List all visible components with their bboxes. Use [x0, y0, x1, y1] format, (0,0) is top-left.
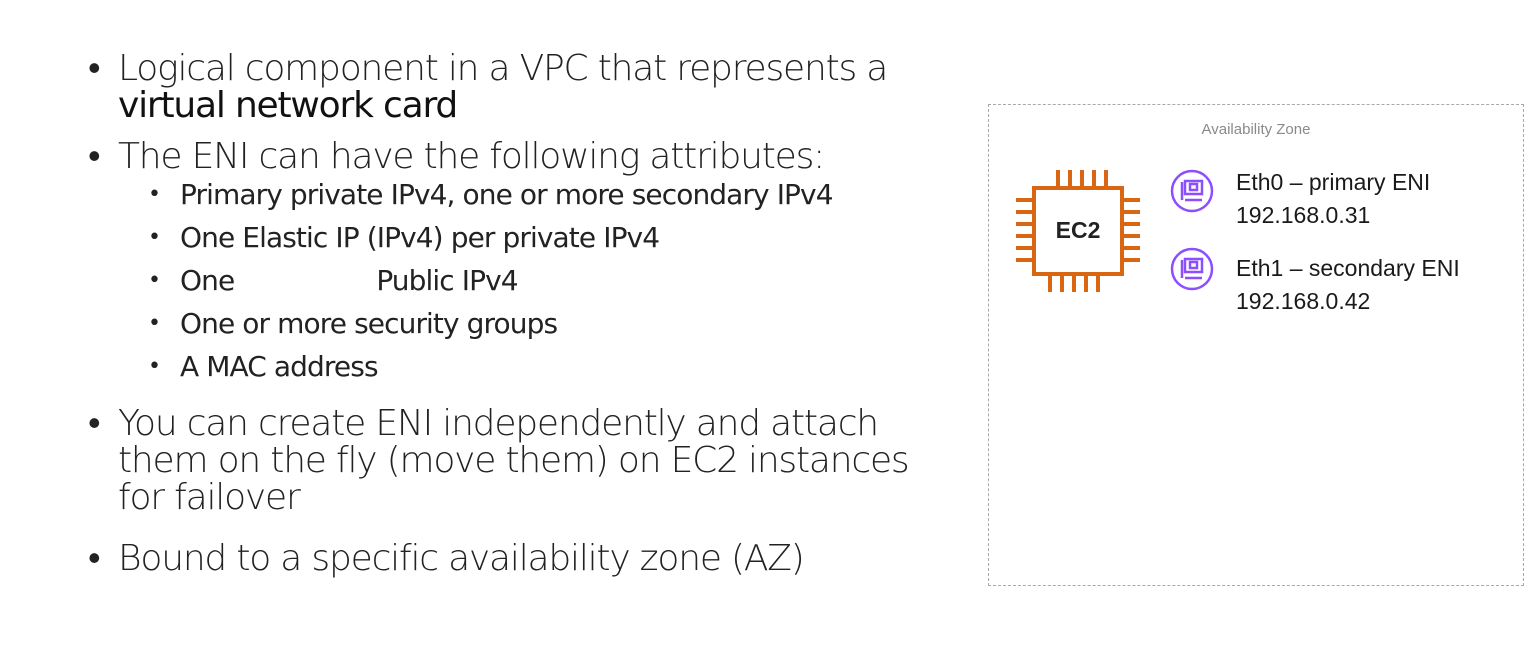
- bullet-text: The ENI can have the following attributes:: [118, 136, 825, 177]
- bullet-bound-az: • Bound to a specific availability zone (AZ): [88, 540, 948, 577]
- eni-eth0-name: Eth0 – primary ENI: [1236, 169, 1431, 195]
- bullet-list: [88, 50, 948, 577]
- sub-bullet-elastic-ip: • One Elastic IP (IPv4) per private IPv4: [148, 222, 948, 254]
- eni-eth0-ip: 192.168.0.31: [1236, 202, 1371, 228]
- sub-bullet-security-groups: • One or more security groups: [148, 308, 948, 340]
- ec2-label: EC2: [1055, 217, 1101, 243]
- bullet-eni-definition: [88, 50, 948, 124]
- bullet-eni-attributes: [88, 138, 948, 175]
- eni-eth1-label: [1236, 252, 1460, 318]
- sub-bullet-private-ipv4: • Primary private IPv4, one or more secondary IPv4: [148, 179, 948, 211]
- eni-eth0-label: [1236, 166, 1430, 232]
- eni-eth0-icon: [1162, 169, 1222, 213]
- eni-eth1-ip: 192.168.0.42: [1236, 288, 1371, 314]
- ec2-chip-icon: [1014, 168, 1142, 294]
- bullet-create-attach: • You can create ENI independently and attach them on the fly (move them) on EC2 instances for failover: [88, 405, 948, 516]
- availability-zone-label: Availability Zone: [1201, 121, 1311, 138]
- sub-bullet-public-ipv4: • One Public IPv4: [148, 265, 948, 297]
- eni-eth1-icon: [1162, 247, 1222, 291]
- bullet-emphasis: virtual network card: [118, 85, 458, 126]
- bullet-text: Logical component in a VPC that represents a: [118, 48, 888, 89]
- eni-eth1-name: Eth1 – secondary ENI: [1236, 255, 1460, 281]
- sub-bullet-mac-address: • A MAC address: [148, 351, 948, 383]
